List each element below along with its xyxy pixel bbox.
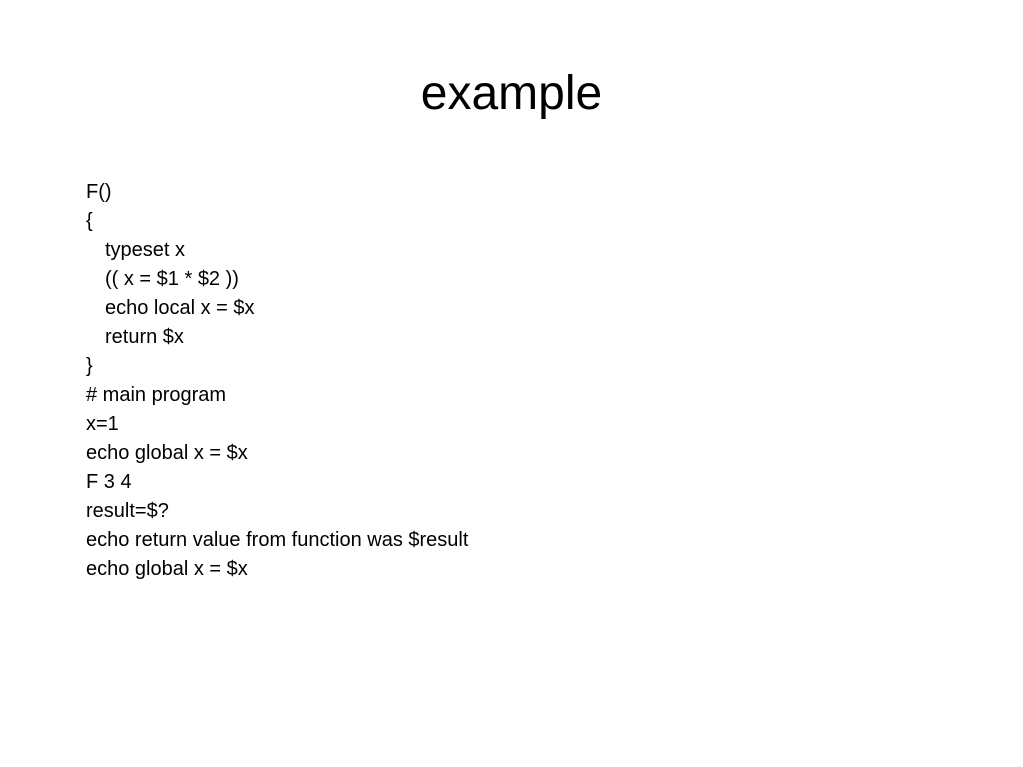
code-line: echo global x = $x (86, 558, 248, 580)
slide-title: example (420, 67, 603, 120)
code-line: F 3 4 (86, 471, 132, 493)
code-line: # main program (86, 384, 227, 406)
code-line: echo return value from function was $result (86, 529, 469, 551)
code-line: echo global x = $x (86, 442, 248, 464)
code-line: result=$? (86, 500, 169, 522)
code-line: F() (86, 181, 112, 203)
code-line: typeset x (105, 239, 186, 261)
code-line: } (86, 355, 93, 377)
code-line: { (86, 210, 93, 232)
code-line: echo local x = $x (105, 297, 255, 319)
code-line: (( x = $1 * $2 )) (105, 268, 239, 290)
code-body (86, 178, 966, 584)
code-line: return $x (105, 326, 184, 348)
code-line: x=1 (86, 413, 119, 435)
